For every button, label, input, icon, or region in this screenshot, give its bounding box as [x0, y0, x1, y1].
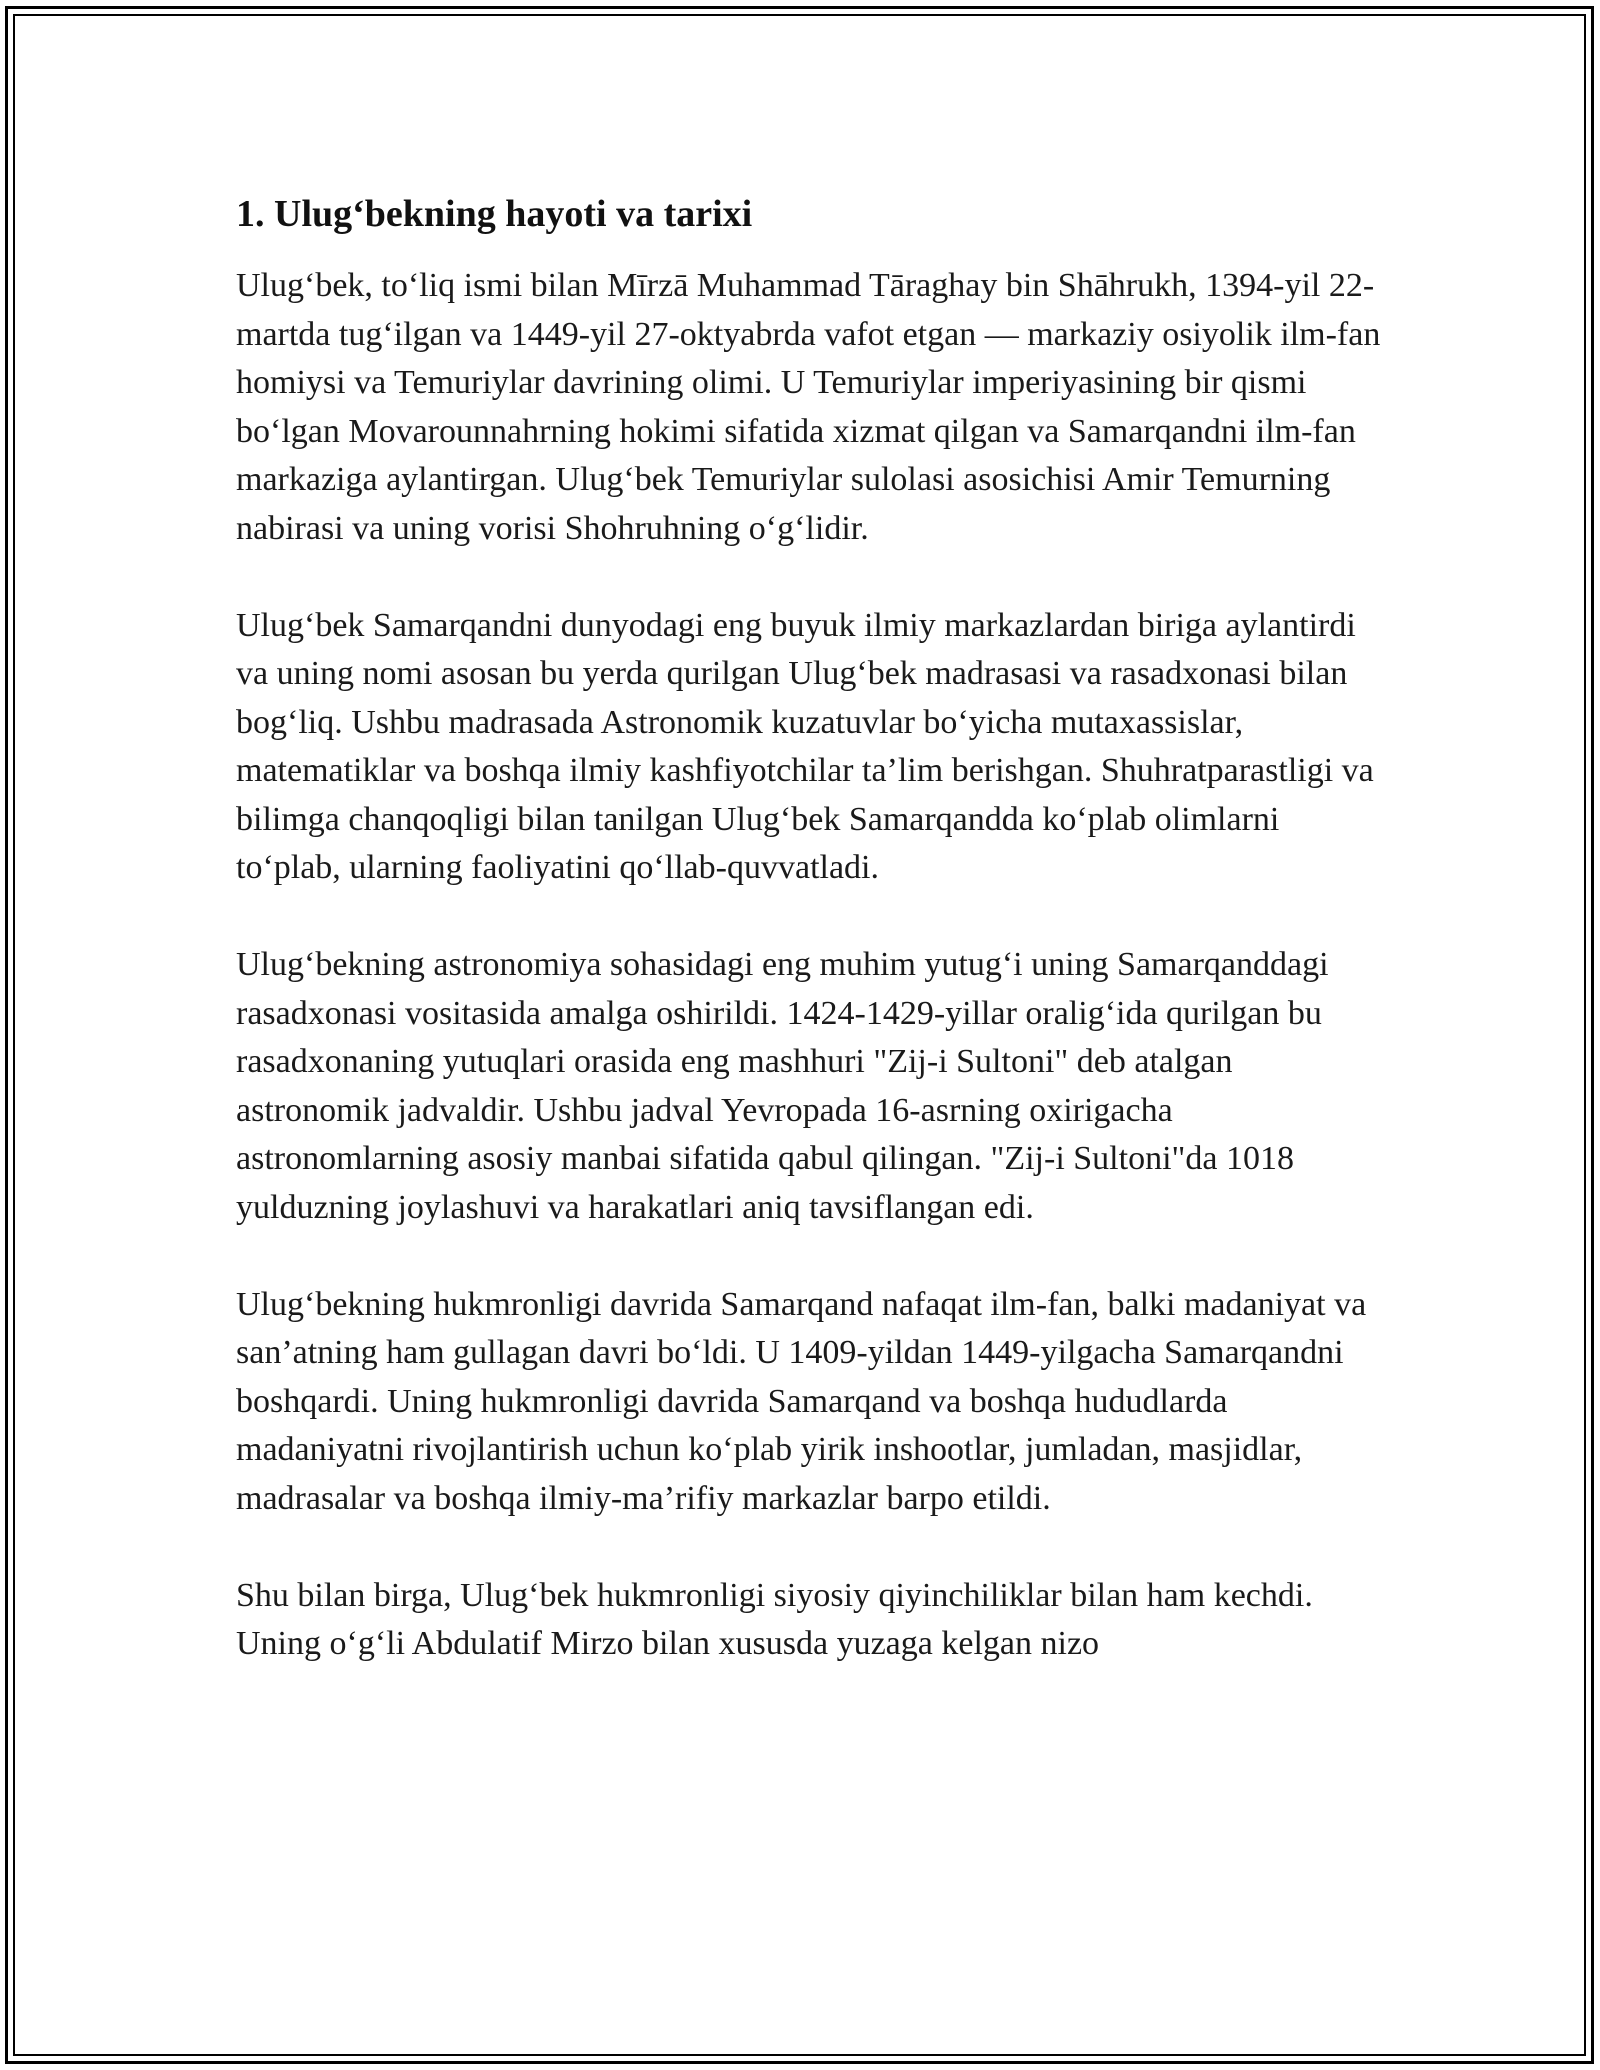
paragraph-3: Ulug‘bekning astronomiya sohasidagi eng muhim yutug‘i uning Samarqanddagi rasadxonasi vositasida amalga oshirildi. 1424-1429-yillar oralig‘ida qurilgan bu rasadxonaning yutuqlari orasida eng mashhuri "Zij-i Sultoni" deb atalgan astronomik jadvaldir. Ushbu jadval Yevropada 16-asrning oxirigacha astronomlarning asosiy manbai sifatida qabul qilingan. "Zij-i Sultoni"da 1018 yulduzning joylashuvi va harakatlari aniq tavsiflangan edi. [236, 946, 1329, 1226]
section-heading: 1. Ulug‘bekning hayoti va tarixi [236, 193, 753, 235]
document-body [236, 188, 1386, 1717]
paragraph-4: Ulug‘bekning hukmronligi davrida Samarqand nafaqat ilm-fan, balki madaniyat va san’atning ham gullagan davri bo‘ldi. U 1409-yildan 1449-yilgacha Samarqandni boshqardi. Uning hukmronligi davrida Samarqand va boshqa hududlarda madaniyatni rivojlantirish uchun ko‘plab yirik inshootlar, jumladan, masjidlar, madrasalar va boshqa ilmiy-ma’rifiy markazlar barpo etildi. [236, 1285, 1367, 1517]
paragraph-2: Ulug‘bek Samarqandni dunyodagi eng buyuk ilmiy markazlardan biriga aylantirdi va uning nomi asosan bu yerda qurilgan Ulug‘bek madrasasi va rasadxonasi bilan bog‘liq. Ushbu madrasada Astronomik kuzatuvlar bo‘yicha mutaxassislar, matematiklar va boshqa ilmiy kashfiyotchilar ta’lim berishgan. Shuhratparastligi va bilimga chanqoqligi bilan tanilgan Ulug‘bek Samarqandda ko‘plab olimlarni to‘plab, ularning faoliyatini qo‘llab-quvvatladi. [236, 606, 1374, 886]
paragraph-5: Shu bilan birga, Ulug‘bek hukmronligi siyosiy qiyinchiliklar bilan ham kechdi. Uning o‘g‘li Abdulatif Mirzo bilan xususda yuzaga kelgan nizo [236, 1576, 1313, 1662]
paragraph-1: Ulug‘bek, to‘liq ismi bilan Mīrzā Muhammad Tāraghay bin Shāhrukh, 1394-yil 22-martda tug‘ilgan va 1449-yil 27-oktyabrda vafot etgan — markaziy osiyolik ilm-fan homiysi va Temuriylar davrining olimi. U Temuriylar imperiyasining bir qismi bo‘lgan Movarounnahrning hokimi sifatida xizmat qilgan va Samarqandni ilm-fan markaziga aylantirgan. Ulug‘bek Temuriylar sulolasi asosichisi Amir Temurning nabirasi va uning vorisi Shohruhning o‘g‘lidir. [236, 267, 1381, 547]
